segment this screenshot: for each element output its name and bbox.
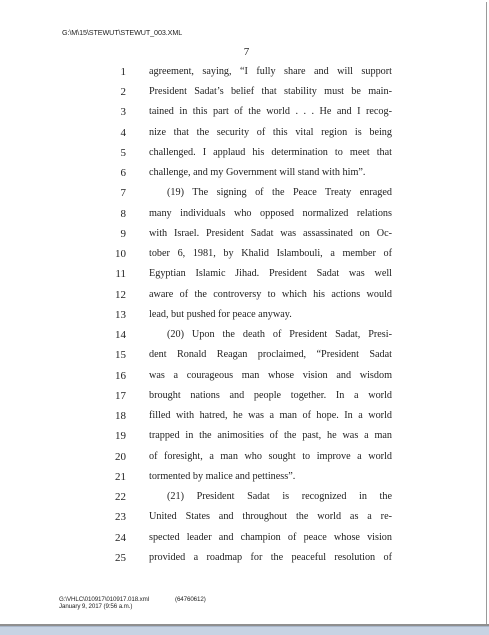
line-number: 19 xyxy=(115,430,126,442)
header-file-path: G:\M\15\STEWUT\STEWUT_003.XML xyxy=(62,28,183,37)
text-line xyxy=(2,105,489,125)
line-text: provided a roadmap for the peaceful resolution of xyxy=(149,552,392,563)
text-line xyxy=(2,470,489,490)
line-number: 1 xyxy=(120,66,126,78)
line-number: 2 xyxy=(120,86,126,98)
line-number: 20 xyxy=(115,451,126,463)
text-line xyxy=(2,227,489,247)
line-number: 11 xyxy=(115,268,126,280)
page-number: 7 xyxy=(243,46,250,58)
text-line xyxy=(2,409,489,429)
text-line xyxy=(2,328,489,348)
text-line xyxy=(2,551,489,571)
text-line xyxy=(2,429,489,449)
line-text: many individuals who opposed normalized relations xyxy=(149,208,392,219)
text-line xyxy=(2,531,489,551)
text-line xyxy=(2,126,489,146)
line-number: 24 xyxy=(115,532,126,544)
text-line xyxy=(2,65,489,85)
line-number: 16 xyxy=(115,370,126,382)
line-number: 4 xyxy=(120,127,126,139)
footer-file-path: G:\VHLC\010917\010917.018.xml xyxy=(59,596,149,603)
text-line xyxy=(2,207,489,227)
line-number: 10 xyxy=(115,248,126,260)
line-text: tormented by malice and pettiness”. xyxy=(149,471,296,482)
footer-date: January 9, 2017 (9:56 a.m.) xyxy=(59,603,133,610)
text-line xyxy=(2,308,489,328)
line-text: dent Ronald Reagan proclaimed, “President Sadat xyxy=(149,349,392,360)
document-page xyxy=(2,2,487,624)
line-number: 12 xyxy=(115,289,126,301)
line-text: with Israel. President Sadat was assassinated on Oc- xyxy=(149,228,392,239)
text-line xyxy=(2,288,489,308)
line-text: was a courageous man whose vision and wisdom xyxy=(149,370,392,381)
line-number: 21 xyxy=(115,471,126,483)
line-text: spected leader and champion of peace whose vision xyxy=(149,532,392,543)
text-line xyxy=(2,186,489,206)
line-text: (20) Upon the death of President Sadat, Presi- xyxy=(167,329,392,340)
text-line xyxy=(2,146,489,166)
text-line xyxy=(2,450,489,470)
line-text: (21) President Sadat is recognized in the xyxy=(167,491,392,502)
line-text: brought nations and people together. In a world xyxy=(149,390,392,401)
text-line xyxy=(2,247,489,267)
line-number: 6 xyxy=(120,167,126,179)
line-text: President Sadat’s belief that stability must be main- xyxy=(149,86,392,97)
line-number: 9 xyxy=(120,228,126,240)
line-number: 13 xyxy=(115,309,126,321)
line-number: 23 xyxy=(115,511,126,523)
text-line xyxy=(2,389,489,409)
line-text: trapped in the animosities of the past, he was a man xyxy=(149,430,392,441)
line-number: 8 xyxy=(120,208,126,220)
line-number: 14 xyxy=(115,329,126,341)
line-number: 15 xyxy=(115,349,126,361)
line-number: 25 xyxy=(115,552,126,564)
text-line xyxy=(2,85,489,105)
line-text: challenged. I applaud his determination to meet that xyxy=(149,147,392,158)
line-number: 3 xyxy=(120,106,126,118)
line-text: agreement, saying, “I fully share and will support xyxy=(149,66,392,77)
line-text: of foresight, a man who sought to improve a world xyxy=(149,451,392,462)
footer-document-id: (64760612) xyxy=(175,596,206,603)
text-line xyxy=(2,348,489,368)
line-number: 5 xyxy=(120,147,126,159)
viewer-bottom-bar xyxy=(0,626,489,635)
line-text: lead, but pushed for peace anyway. xyxy=(149,309,292,320)
text-line xyxy=(2,369,489,389)
line-text: aware of the controversy to which his actions would xyxy=(149,289,392,300)
line-text: (19) The signing of the Peace Treaty enraged xyxy=(167,187,392,198)
line-text: United States and throughout the world as a re- xyxy=(149,511,392,522)
text-line xyxy=(2,510,489,530)
line-text: tober 6, 1981, by Khalid Islambouli, a member of xyxy=(149,248,392,259)
text-line xyxy=(2,490,489,510)
text-line xyxy=(2,267,489,287)
line-text: challenge, and my Government will stand with him”. xyxy=(149,167,366,178)
line-number: 22 xyxy=(115,491,126,503)
line-number: 18 xyxy=(115,410,126,422)
line-text: nize that the security of this vital region is being xyxy=(149,127,392,138)
line-number: 17 xyxy=(115,390,126,402)
text-line xyxy=(2,166,489,186)
line-text: tained in this part of the world . . . He and I recog- xyxy=(149,106,392,117)
line-text: filled with hatred, he was a man of hope. In a world xyxy=(149,410,392,421)
line-text: Egyptian Islamic Jihad. President Sadat was well xyxy=(149,268,392,279)
line-number: 7 xyxy=(120,187,126,199)
